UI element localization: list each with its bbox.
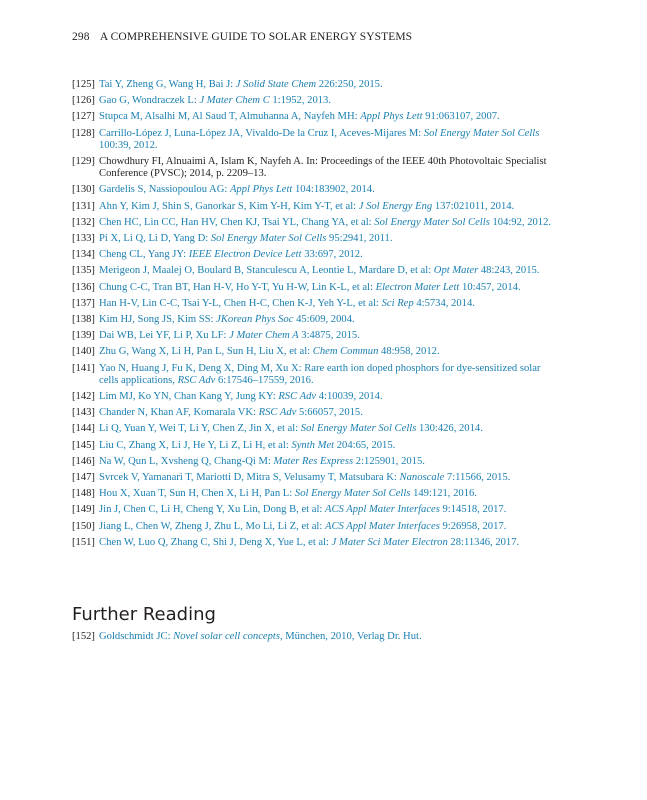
reference-number: [149] [72,504,95,516]
reference-details: 48:958, 2012. [378,346,440,358]
reference-link[interactable] [99,111,500,122]
reference-number: [150] [72,520,95,532]
reference-item[interactable] [72,314,560,326]
reference-item[interactable] [72,95,560,107]
reference-item[interactable] [72,233,560,245]
reference-details: 3:4875, 2015. [298,330,360,342]
reference-link[interactable] [99,314,355,325]
reference-item[interactable] [72,111,560,123]
reference-item[interactable] [72,440,560,452]
reference-journal: Opt Mater [433,265,479,277]
reference-authors: Liu C, Zhang X, Li J, He Y, Li Z, Li H, et al: [99,439,292,451]
reference-item[interactable] [72,201,560,213]
reference-authors: Goldschmidt JC: [99,631,174,642]
reference-number: [128] [72,127,95,139]
reference-number: [147] [72,472,95,484]
reference-item[interactable] [72,631,560,643]
reference-journal: Sol Energy Mater Sol Cells [294,488,411,500]
reference-authors: Li Q, Yuan Y, Wei T, Li Y, Chen Z, Jin X, et al: [99,423,301,435]
reference-authors: Jiang L, Chen W, Zheng J, Zhu L, Mo Li, Li Z, et al: [99,520,325,532]
reference-link[interactable] [99,346,440,357]
reference-item[interactable] [72,391,560,403]
reference-journal: Sol Energy Mater Sol Cells [374,216,490,228]
reference-item[interactable] [72,504,560,516]
reference-journal: RSC Adv [258,407,297,419]
reference-item[interactable] [72,265,560,277]
reference-details: 91:063107, 2007. [422,111,500,123]
reference-journal: IEEE Electron Device Lett [188,249,302,261]
reference-journal: Nanoscale [399,472,445,484]
further-reading-list [72,631,560,647]
reference-link[interactable] [99,249,363,260]
reference-authors: Gao G, Wondraczek L: [99,95,200,107]
reference-item[interactable] [72,282,560,294]
running-head [72,31,412,43]
reference-details: 48:243, 2015. [478,265,540,277]
reference-authors: Pi X, Li Q, Li D, Yang D: [99,233,211,245]
reference-journal: JKorean Phys Soc [216,314,294,326]
reference-link[interactable] [99,472,510,483]
reference-authors: Merigeon J, Maalej O, Boulard B, Stanculescu A, Leontie L, Mardare D, et al: [99,265,434,277]
reference-authors: Zhu G, Wang X, Li H, Pan L, Sun H, Liu X, et al: [99,346,313,358]
reference-authors: Chander N, Khan AF, Komarala VK: [99,407,259,419]
reference-journal: RSC Adv [278,391,317,403]
reference-authors: Stupca M, Alsalhi M, Al Saud T, Almuhanna A, Nayfeh MH: [99,111,361,123]
reference-number: [151] [72,536,95,548]
reference-details: 100:39, 2012. [99,139,158,151]
reference-item[interactable] [72,184,560,196]
reference-details: 204:65, 2015. [334,439,396,451]
reference-authors: Jin J, Chen C, Li H, Cheng Y, Xu Lin, Dong B, et al: [99,504,325,516]
reference-link[interactable] [99,440,395,451]
reference-authors: Carrillo-López J, Luna-López JA, Vivaldo-De la Cruz I, Aceves-Mijares M: [99,127,424,139]
reference-authors: Lim MJ, Ko YN, Chan Kang Y, Jung KY: [99,391,279,403]
reference-authors: Svrcek V, Yamanari T, Mariotti D, Mitra S, Velusamy T, Matsubara K: [99,472,400,484]
reference-journal: Sol Energy Mater Sol Cells [300,423,417,435]
reference-number: [127] [72,111,95,123]
reference-link[interactable] [99,521,506,532]
reference-journal: Electron Mater Lett [375,281,460,293]
reference-authors: Chen HC, Lin CC, Han HV, Chen KJ, Tsai YL, Chang YA, et al: [99,216,375,228]
reference-link[interactable] [99,265,539,276]
reference-link[interactable] [99,363,540,386]
reference-link[interactable] [99,330,360,341]
reference-authors: Gardelis S, Nassiopoulou AG: [99,184,230,196]
reference-text [99,156,547,179]
reference-details: 137:021011, 2014. [432,200,515,212]
running-title: A COMPREHENSIVE GUIDE TO SOLAR ENERGY SYSTEMS [99,31,413,43]
reference-details: 149:121, 2016. [410,488,477,500]
reference-link[interactable] [99,79,383,90]
reference-journal: Mater Res Express [273,455,354,467]
reference-item[interactable] [72,298,560,310]
reference-item[interactable] [72,537,560,549]
reference-link[interactable] [99,456,425,467]
reference-item[interactable] [72,79,560,91]
reference-item[interactable] [72,249,560,261]
reference-journal: J Mater Chem C [199,95,270,107]
reference-details: 9:26958, 2017. [439,520,507,532]
reference-journal: ACS Appl Mater Interfaces [324,520,440,532]
reference-number: [135] [72,265,95,277]
reference-link[interactable] [99,537,519,548]
reference-journal: Chem Commun [312,346,379,358]
reference-authors: Yao N, Huang J, Fu K, Deng X, Ding M, Xu X: Rare earth ion doped phosphors for dye-sensitized solar cells applications, [99,362,541,386]
reference-link[interactable] [99,217,551,228]
reference-details: 33:697, 2012. [301,249,363,261]
reference-item[interactable] [72,217,560,229]
reference-authors: Na W, Qun L, Xvsheng Q, Chang-Qi M: [99,455,274,467]
reference-details: 7:11566, 2015. [444,472,511,484]
reference-details: 95:2941, 2011. [326,233,393,245]
page-number: 298 [72,31,90,43]
reference-details: 104:92, 2012. [489,216,552,228]
reference-authors: Dai WB, Lei YF, Li P, Xu LF: [99,330,230,342]
reference-authors: Kim HJ, Song JS, Kim SS: [99,314,217,326]
reference-number: [137] [72,297,95,309]
reference-link[interactable] [99,407,363,418]
reference-link[interactable] [99,631,422,642]
reference-number: [134] [72,249,95,261]
reference-number: [133] [72,233,95,245]
reference-authors: Han H-V, Lin C-C, Tsai Y-L, Chen H-C, Chen K-J, Yeh Y-L, et al: [99,297,382,309]
reference-number: [141] [72,362,95,374]
reference-details: 28:11346, 2017. [447,536,520,548]
reference-journal: ACS Appl Mater Interfaces [325,504,440,516]
reference-journal: Sol Energy Mater Sol Cells [423,127,540,139]
reference-details: 1:1952, 2013. [269,95,331,107]
reference-link[interactable] [99,488,477,499]
reference-number: [130] [72,184,95,196]
reference-journal: Sci Rep [381,297,414,309]
reference-item[interactable] [72,128,560,152]
reference-link[interactable] [99,282,521,293]
reference-list [72,79,560,553]
reference-details: 6:17546–17559, 2016. [215,374,314,386]
reference-number: [129] [72,156,95,168]
reference-authors: Ahn Y, Kim J, Shin S, Ganorkar S, Kim Y-H, Kim Y-T, et al: [99,200,359,212]
reference-link[interactable] [99,128,539,151]
reference-authors: Chung C-C, Tran BT, Han H-V, Ho Y-T, Yu H-W, Lin K-L, et al: [99,281,376,293]
reference-link[interactable] [99,233,393,244]
reference-authors: Chowdhury FI, Alnuaimi A, Islam K, Nayfeh A. In: Proceedings of the IEEE 40th Photovoltaic Specialist Conference (PVSC); 2014, p. 2209–13. [99,156,547,180]
reference-authors: Cheng CL, Yang JY: [99,249,189,261]
reference-number: [139] [72,330,95,342]
reference-number: [136] [72,281,95,293]
reference-item[interactable] [72,521,560,533]
reference-details: 2:125901, 2015. [353,455,425,467]
reference-details: 130:426, 2014. [416,423,483,435]
reference-number: [126] [72,95,95,107]
reference-journal: J Solid State Chem [235,79,317,90]
reference-item[interactable] [72,363,560,387]
reference-item[interactable] [72,346,560,358]
reference-number: [142] [72,391,95,403]
reference-journal: RSC Adv [177,374,216,386]
reference-item[interactable] [72,407,560,419]
reference-details: 10:457, 2014. [459,281,521,293]
reference-number: [152] [72,631,95,642]
reference-link[interactable] [99,504,506,515]
reference-journal: Appl Phys Lett [229,184,293,196]
reference-item[interactable] [72,330,560,342]
reference-number: [125] [72,79,95,90]
reference-details: 4:5734, 2014. [413,297,475,309]
reference-link[interactable] [99,184,375,195]
reference-link[interactable] [99,391,383,402]
reference-link[interactable] [99,201,514,212]
further-reading-heading: Further Reading [72,604,216,625]
reference-number: [144] [72,423,95,435]
reference-details: 226:250, 2015. [316,79,383,90]
reference-number: [140] [72,346,95,358]
reference-number: [143] [72,407,95,419]
reference-number: [145] [72,439,95,451]
reference-link[interactable] [99,95,331,106]
reference-journal: Sol Energy Mater Sol Cells [210,233,327,245]
reference-item[interactable] [72,156,560,180]
reference-journal: Novel solar cell concepts [173,631,280,642]
reference-authors: Hou X, Xuan T, Sun H, Chen X, Li H, Pan L: [99,488,295,500]
reference-details: 45:609, 2004. [293,314,355,326]
reference-details: 9:14518, 2017. [439,504,507,516]
reference-item[interactable] [72,423,560,435]
reference-link[interactable] [99,423,483,434]
reference-journal: J Mater Sci Mater Electron [331,536,448,548]
reference-details: 5:66057, 2015. [296,407,363,419]
reference-details: 4:10039, 2014. [316,391,383,403]
reference-item[interactable] [72,488,560,500]
reference-item[interactable] [72,472,560,484]
reference-journal: Synth Met [291,439,335,451]
reference-journal: J Sol Energy Eng [358,200,433,212]
reference-item[interactable] [72,456,560,468]
reference-details: , München, 2010, Verlag Dr. Hut. [279,631,422,642]
reference-number: [138] [72,314,95,326]
reference-link[interactable] [99,298,475,309]
reference-journal: J Mater Chem A [229,330,299,342]
reference-details: 104:183902, 2014. [292,184,375,196]
reference-number: [132] [72,216,95,228]
reference-number: [148] [72,488,95,500]
reference-authors: Chen W, Luo Q, Zhang C, Shi J, Deng X, Yue L, et al: [99,536,332,548]
reference-authors: Tai Y, Zheng G, Wang H, Bai J: [99,79,236,90]
reference-journal: Appl Phys Lett [360,111,423,123]
reference-number: [131] [72,200,95,212]
reference-number: [146] [72,455,95,467]
